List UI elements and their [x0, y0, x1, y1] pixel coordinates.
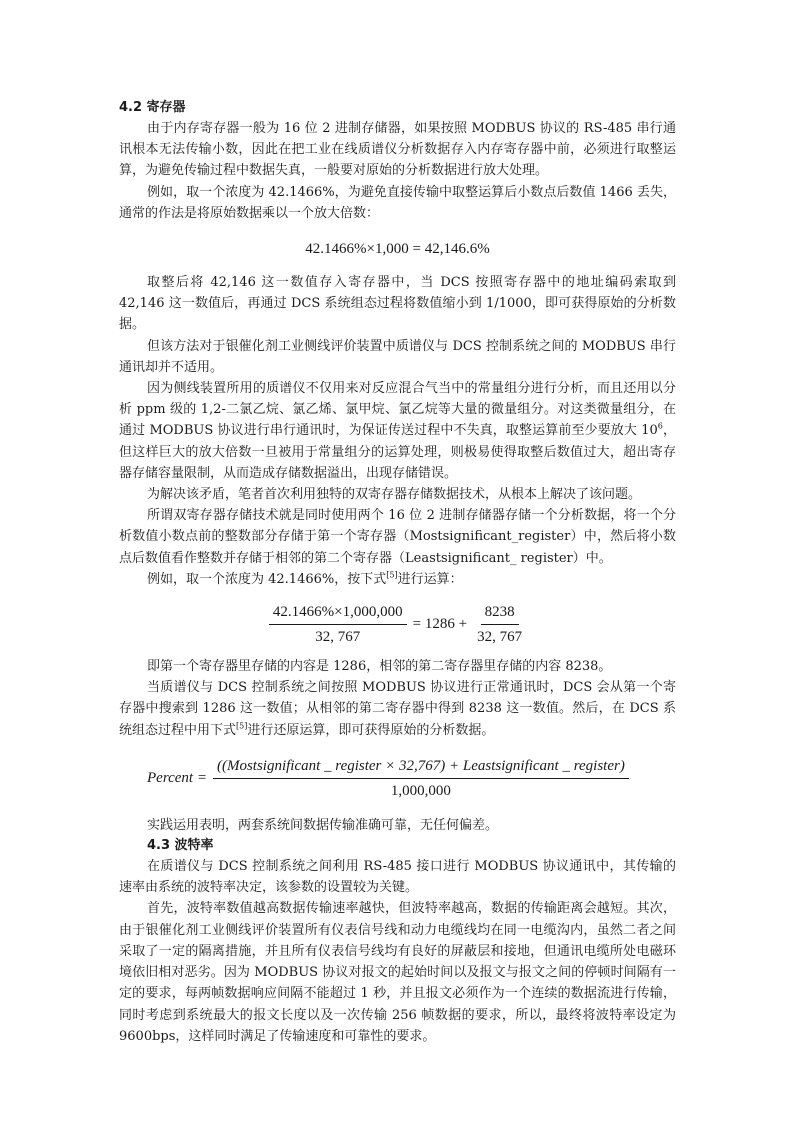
fraction [213, 756, 629, 801]
paragraph [119, 378, 676, 484]
citation: [5] [236, 721, 248, 731]
equation-lhs: Percent = [147, 770, 207, 787]
section-heading-4-2: 4.2 寄存器 [119, 100, 186, 115]
fraction-denominator: 32, 767 [477, 628, 523, 645]
fraction-denominator: 1,000,000 [390, 783, 451, 800]
document-page [119, 98, 676, 1047]
paragraph: 实践运用表明，两套系统间数据传输准确可靠，无任何偏差。 [147, 817, 499, 833]
paragraph: 在质谱仪与 DCS 控制系统之间利用 RS-485 接口进行 MODBUS 协议通讯中，其传输的速率由系统的波特率决定，该参数的设置较为关键。 [119, 859, 676, 896]
superscript: 6 [657, 422, 663, 432]
paragraph: 但该方法对于银催化剂工业侧线评价装置中质谱仪与 DCS 控制系统之间的 MODBUS 串行通讯却并不适用。 [119, 338, 676, 375]
paragraph: 由于内存寄存器一般为 16 位 2 进制存储器，如果按照 MODBUS 协议的 RS-485 串行通讯根本无法传输小数，因此在把工业在线质谱仪分析数据存入内存寄存器中前，必须进行取整运算，为避免传输过程中数据失真，一般要对原始的分析数据进行放大处理。 [119, 121, 676, 179]
paragraph: 首先，波特率数值越高数据传输速率越快，但波特率越高，数据的传输距离会越短。其次，由于银催化剂工业侧线评价装置所有仪表信号线和动力电缆线均在同一电缆沟内，虽然二者之间采取了一定的隔离措施，并且所有仪表信号线均有良好的屏蔽层和接地，但通讯电缆所处电磁环境依旧相对恶劣。因为 MODBUS 协议对报文的起始时间以及报文与报文之间的停顿时间隔有一定的要求，每两帧数据响应间隔不能超过 1 秒，并且报文必须作为一个连续的数据流进行传输，同时考虑到系统最大的报文长度以及一次传输 256 帧数据的要求，所以，最终将波特率设定为 9600bps，这样同时满足了传输速度和可靠性的要求。 [119, 901, 676, 1044]
paragraph-text: ，但这样巨大的放大倍数一旦被用于常量组分的运算处理，则极易使得取整后数值过大，超出寄存器存储容量限制，从而造成存储数据溢出，出现存储错误。 [119, 423, 676, 481]
section-heading-4-3: 4.3 波特率 [147, 838, 214, 854]
paragraph [119, 569, 676, 590]
paragraph-text: 因为侧线装置所用的质谱仪不仅用来对反应混合气当中的常量组分进行分析，而且还用以分析 ppm 级的 1,2-二氯乙烷、氯乙烯、氯甲烷、氯乙烷等大量的微量组分。对这类微量组分，在通过 MODBUS 协议进行串行通讯时，为保证传送过程中不失真，取整运算前至少要放大 10 [119, 381, 676, 439]
equation-2 [119, 598, 676, 650]
fraction-denominator: 32, 767 [315, 628, 361, 645]
fraction-right [473, 602, 526, 647]
paragraph: 为解决该矛盾，笔者首次利用独特的双寄存器存储数据技术，从根本上解决了该问题。 [147, 487, 642, 503]
paragraph [119, 677, 676, 741]
paragraph: 即第一个寄存器里存储的内容是 1286，相邻的第二寄存器里存储的内容 8238。 [147, 659, 612, 675]
paragraph-text: 进行运算： [397, 571, 463, 587]
equation-1: 42.1466%×1,000 = 42,146.6% [305, 241, 490, 258]
paragraph: 取整后将 42,146 这一数值存入寄存器中，当 DCS 按照寄存器中的地址编码索取到 42,146 这一数值后，再通过 DCS 系统组态过程将数值缩小到 1/1000，即可获得原始的分析数据。 [119, 275, 676, 333]
fraction-left [269, 602, 407, 647]
paragraph: 所谓双寄存器存储技术就是同时使用两个 16 位 2 进制存储器存储一个分析数据，将一个分析数值小数点前的整数部分存储于第一个寄存器（Mostsignificant_register）中，然后将小数点后数值看作整数并存储于相邻的第二个寄存器（Leastsignificant_ register）中。 [119, 508, 676, 566]
fraction-numerator: 42.1466%×1,000,000 [269, 602, 407, 625]
fraction-numerator: 8238 [481, 602, 519, 625]
paragraph-text: 例如，取一个浓度为 42.1466%，按下式 [147, 571, 387, 587]
equation-operator: = 1286 + [412, 615, 468, 632]
paragraph: 例如，取一个浓度为 42.1466%，为避免直接传输中取整运算后小数点后数值 1466 丢失，通常的作法是将原始数据乘以一个放大倍数： [119, 184, 676, 221]
equation-3 [119, 749, 676, 809]
citation: [5] [386, 570, 398, 580]
fraction-numerator: ((Mostsignificant _ register × 32,767) + Leastsignificant _ register) [213, 756, 629, 779]
paragraph-text: 当质谱仪与 DCS 控制系统之间按照 MODBUS 协议进行正常通讯时，DCS 会从第一个寄存器中搜索到 1286 这一数值；从相邻的第二寄存器中得到 8238 这一数值。然后，在 DCS 系统组态过程中用下式 [119, 680, 676, 738]
paragraph-text: 进行还原运算，即可获得原始的分析数据。 [247, 722, 495, 738]
